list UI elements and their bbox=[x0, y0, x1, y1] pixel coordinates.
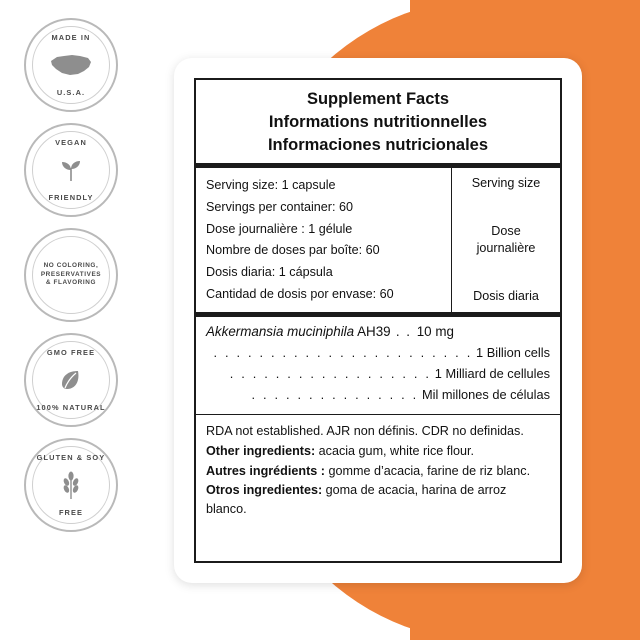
badge-bottom-label: FREE bbox=[58, 508, 84, 517]
facts-title-fr: Informations nutritionnelles bbox=[268, 112, 488, 131]
other-ingredients-es-label: Otros ingredientes: bbox=[206, 482, 323, 497]
ingredient-line-fr bbox=[206, 363, 550, 384]
servings-per-container-fr: Nombre de doses par boîte: 60 bbox=[206, 243, 380, 258]
badge-column bbox=[24, 18, 134, 532]
other-ingredients-es-value: goma de acacia, harina de arroz blanco. bbox=[206, 482, 507, 516]
other-ingredients-fr-value: gomme d’acacia, farine de riz blanc. bbox=[324, 463, 531, 478]
badge-bottom-label: FRIENDLY bbox=[48, 193, 94, 202]
rda-note: RDA not established. AJR non définis. CDR no definidas. bbox=[206, 424, 524, 439]
badge-top-label: VEGAN bbox=[55, 138, 87, 147]
serving-size-fr: Dose journalière : 1 gélule bbox=[206, 221, 353, 236]
badge-top-label: GMO FREE bbox=[46, 348, 96, 357]
ingredient-line-text-es: Mil millones de células bbox=[421, 387, 550, 403]
other-ingredients-en bbox=[206, 442, 550, 461]
serving-size-es: Dosis diaria: 1 cápsula bbox=[206, 264, 333, 279]
serving-size-en: Serving size: 1 capsule bbox=[206, 178, 336, 193]
other-ingredients-en-label: Other ingredients: bbox=[206, 443, 316, 458]
ingredient-main-row bbox=[206, 324, 550, 339]
footer-section bbox=[196, 415, 560, 561]
serving-size-header-fr-line1: Dose bbox=[491, 223, 521, 238]
badge-bottom-label: U.S.A. bbox=[56, 88, 86, 97]
facts-title-block bbox=[196, 80, 560, 163]
ingredient-line-dots-en: . . . . . . . . . . . . . . . . . . . . . . . bbox=[213, 345, 473, 361]
supplement-facts-card bbox=[174, 58, 582, 583]
ingredient-line-dots-es: . . . . . . . . . . . . . . . bbox=[251, 387, 419, 403]
ingredient-amount: 10 mg bbox=[416, 324, 454, 340]
ingredient-name: Akkermansia muciniphila bbox=[206, 324, 355, 340]
other-ingredients-en-value: acacia gum, white rice flour. bbox=[315, 443, 475, 458]
ingredient-line-en bbox=[206, 342, 550, 363]
ingredient-line-text-en: 1 Billion cells bbox=[476, 345, 550, 361]
badge-center-label: NO COLORING, PRESERVATIVES & FLAVORING bbox=[40, 262, 102, 287]
facts-title-en: Supplement Facts bbox=[306, 90, 450, 108]
supplement-facts-box bbox=[194, 78, 562, 563]
badge-top-label: GLUTEN & SOY bbox=[36, 453, 106, 462]
badge-gmo-free bbox=[24, 333, 118, 427]
serving-size-header-es: Dosis diaria bbox=[473, 288, 539, 303]
badge-gluten-soy-free bbox=[24, 438, 118, 532]
serving-right-column bbox=[452, 168, 560, 312]
ingredient-line-dots-fr: . . . . . . . . . . . . . . . . . . bbox=[229, 366, 432, 382]
serving-left-column bbox=[196, 168, 452, 312]
other-ingredients-fr-label: Autres ingrédients : bbox=[206, 463, 325, 478]
badge-no-coloring bbox=[24, 228, 118, 322]
badge-bottom-label: 100% NATURAL bbox=[36, 403, 106, 412]
servings-per-container-es: Cantidad de dosis por envase: 60 bbox=[206, 286, 394, 301]
servings-per-container-en: Servings per container: 60 bbox=[206, 199, 354, 214]
ingredient-dots: . . bbox=[390, 324, 417, 340]
serving-size-header-fr bbox=[458, 221, 554, 260]
ingredient-line-text-fr: 1 Milliard de cellules bbox=[434, 366, 550, 382]
serving-size-header-en: Serving size bbox=[471, 176, 541, 191]
ingredient-line-es bbox=[206, 384, 550, 405]
other-ingredients-fr-es bbox=[206, 462, 550, 519]
badge-vegan-friendly bbox=[24, 123, 118, 217]
facts-title-es: Informaciones nutricionales bbox=[267, 135, 489, 154]
badge-top-label: MADE IN bbox=[51, 33, 91, 42]
ingredient-section bbox=[196, 317, 560, 413]
serving-size-header-fr-line2: journalière bbox=[476, 241, 536, 256]
ingredient-strain: AH39 bbox=[354, 324, 391, 340]
serving-information bbox=[196, 168, 560, 312]
badge-made-in-usa bbox=[24, 18, 118, 112]
